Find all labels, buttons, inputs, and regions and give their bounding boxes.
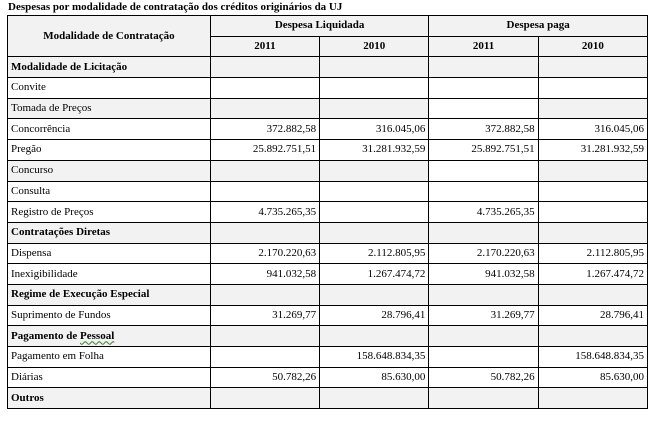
- section-row: [8, 284, 648, 305]
- value-cell: 85.630,00: [538, 367, 647, 388]
- value-cell: 25.892.751,51: [210, 140, 319, 161]
- section-filler-cell: [320, 388, 429, 409]
- value-cell: 28.796,41: [538, 305, 647, 326]
- row-label: Suprimento de Fundos: [8, 305, 211, 326]
- value-cell: [320, 181, 429, 202]
- value-cell: [538, 78, 647, 99]
- section-filler-cell: [320, 284, 429, 305]
- value-cell: 31.269,77: [210, 305, 319, 326]
- table-row: [8, 78, 648, 99]
- row-label: Consulta: [8, 181, 211, 202]
- value-cell: 28.796,41: [320, 305, 429, 326]
- section-filler-cell: [210, 388, 319, 409]
- value-cell: 2.112.805,95: [320, 243, 429, 264]
- value-cell: 158.648.834,35: [538, 347, 647, 368]
- section-filler-cell: [538, 222, 647, 243]
- table-row: [8, 181, 648, 202]
- section-row: [8, 326, 648, 347]
- row-label: Pagamento em Folha: [8, 347, 211, 368]
- value-cell: 1.267.474,72: [320, 264, 429, 285]
- value-cell: 31.281.932,59: [538, 140, 647, 161]
- expenses-table: [7, 15, 648, 409]
- value-cell: [429, 347, 538, 368]
- table-row: [8, 140, 648, 161]
- row-label: Diárias: [8, 367, 211, 388]
- section-filler-cell: [210, 326, 319, 347]
- value-cell: 372.882,58: [210, 119, 319, 140]
- section-label: Outros: [8, 388, 211, 409]
- table-row: [8, 98, 648, 119]
- section-label: Pagamento de Pessoal: [8, 326, 211, 347]
- table-row: [8, 264, 648, 285]
- table-body: [8, 57, 648, 409]
- section-filler-cell: [320, 57, 429, 78]
- row-label: Concorrência: [8, 119, 211, 140]
- value-cell: 941.032,58: [429, 264, 538, 285]
- value-cell: 316.045,06: [538, 119, 647, 140]
- year-header: 2010: [320, 36, 429, 57]
- value-cell: 85.630,00: [320, 367, 429, 388]
- value-cell: [538, 181, 647, 202]
- section-filler-cell: [429, 388, 538, 409]
- group-header-despesa-paga: Despesa paga: [429, 16, 648, 37]
- value-cell: 941.032,58: [210, 264, 319, 285]
- section-filler-cell: [538, 388, 647, 409]
- value-cell: 31.269,77: [429, 305, 538, 326]
- row-label: Dispensa: [8, 243, 211, 264]
- year-header: 2010: [538, 36, 647, 57]
- section-filler-cell: [538, 326, 647, 347]
- value-cell: 2.112.805,95: [538, 243, 647, 264]
- section-label: Modalidade de Licitação: [8, 57, 211, 78]
- table-row: [8, 160, 648, 181]
- value-cell: [320, 78, 429, 99]
- value-cell: 31.281.932,59: [320, 140, 429, 161]
- value-cell: 4.735.265,35: [429, 202, 538, 223]
- value-cell: [538, 98, 647, 119]
- value-cell: 4.735.265,35: [210, 202, 319, 223]
- value-cell: 372.882,58: [429, 119, 538, 140]
- section-filler-cell: [429, 57, 538, 78]
- section-filler-cell: [210, 284, 319, 305]
- section-filler-cell: [429, 284, 538, 305]
- value-cell: [210, 181, 319, 202]
- value-cell: 2.170.220,63: [429, 243, 538, 264]
- table-row: [8, 367, 648, 388]
- table-row: [8, 119, 648, 140]
- section-row: [8, 57, 648, 78]
- value-cell: [210, 78, 319, 99]
- value-cell: [320, 160, 429, 181]
- spellcheck-underline: Pessoal: [80, 329, 115, 342]
- row-label: Convite: [8, 78, 211, 99]
- value-cell: 50.782,26: [429, 367, 538, 388]
- table-caption: Despesas por modalidade de contratação dos créditos originários da UJ: [8, 1, 343, 13]
- section-label: Contratações Diretas: [8, 222, 211, 243]
- value-cell: [320, 98, 429, 119]
- value-cell: [210, 98, 319, 119]
- value-cell: [210, 347, 319, 368]
- section-filler-cell: [538, 57, 647, 78]
- section-filler-cell: [210, 57, 319, 78]
- value-cell: [429, 160, 538, 181]
- header-row-groups: [8, 16, 648, 37]
- row-label: Tomada de Preços: [8, 98, 211, 119]
- value-cell: 25.892.751,51: [429, 140, 538, 161]
- section-filler-cell: [538, 284, 647, 305]
- value-cell: 158.648.834,35: [320, 347, 429, 368]
- value-cell: [538, 160, 647, 181]
- value-cell: [429, 181, 538, 202]
- section-filler-cell: [210, 222, 319, 243]
- section-filler-cell: [429, 222, 538, 243]
- row-label: Inexigibilidade: [8, 264, 211, 285]
- table-row: [8, 347, 648, 368]
- row-label-header: Modalidade de Contratação: [8, 16, 211, 57]
- group-header-despesa-liquidada: Despesa Liquidada: [210, 16, 429, 37]
- value-cell: 316.045,06: [320, 119, 429, 140]
- table-row: [8, 243, 648, 264]
- value-cell: [538, 202, 647, 223]
- table-row: [8, 305, 648, 326]
- value-cell: [210, 160, 319, 181]
- value-cell: [320, 202, 429, 223]
- year-header: 2011: [429, 36, 538, 57]
- row-label: Concurso: [8, 160, 211, 181]
- section-row: [8, 222, 648, 243]
- value-cell: 1.267.474,72: [538, 264, 647, 285]
- value-cell: 50.782,26: [210, 367, 319, 388]
- value-cell: 2.170.220,63: [210, 243, 319, 264]
- value-cell: [429, 98, 538, 119]
- section-label: Regime de Execução Especial: [8, 284, 211, 305]
- section-row: [8, 388, 648, 409]
- value-cell: [429, 78, 538, 99]
- table-row: [8, 202, 648, 223]
- section-filler-cell: [320, 326, 429, 347]
- row-label: Registro de Preços: [8, 202, 211, 223]
- section-filler-cell: [320, 222, 429, 243]
- year-header: 2011: [210, 36, 319, 57]
- section-filler-cell: [429, 326, 538, 347]
- row-label: Pregão: [8, 140, 211, 161]
